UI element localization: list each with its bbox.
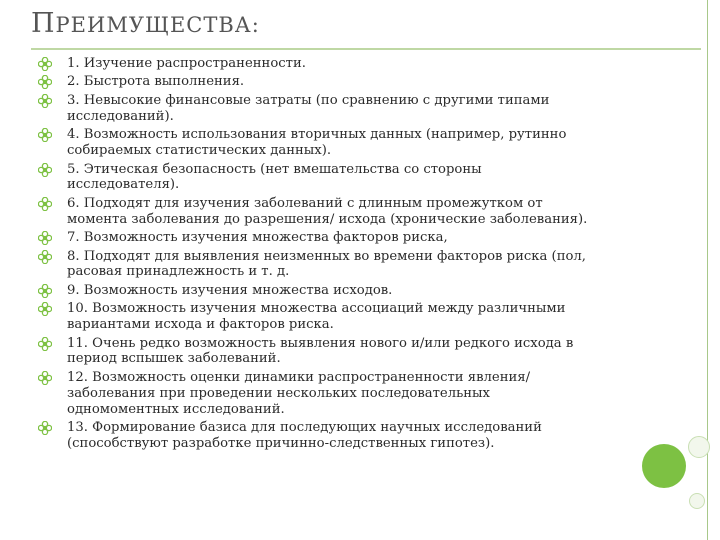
decorative-green-circle <box>642 444 686 488</box>
sun-ornament-icon <box>38 302 52 316</box>
list-item <box>38 230 598 246</box>
sun-ornament-icon <box>38 94 52 108</box>
decorative-small-circle <box>689 493 705 509</box>
title-rest: РЕИМУЩЕСТВА: <box>55 13 260 37</box>
list-item <box>38 196 598 228</box>
list-item-text: 12. Возможность оценки динамики распространенности явления/заболевания при проведении нескольких последовательных одномоментных исследований. <box>67 369 531 417</box>
sun-ornament-icon <box>38 197 52 211</box>
list-item <box>38 420 598 452</box>
sun-ornament-icon <box>38 371 52 385</box>
list-item-text: 7. Возможность изучения множества факторов риска, <box>67 230 448 246</box>
list-item-text: 4. Возможность использования вторичных данных (например, рутинно собираемых статистических данных). <box>67 127 567 159</box>
slide-border-line <box>707 0 708 540</box>
list-item <box>38 249 598 281</box>
sun-ornament-icon <box>38 75 52 89</box>
list-item-text: 5. Этическая безопасность (нет вмешательства со стороны исследователя). <box>67 161 482 193</box>
list-item-text: 6. Подходят для изучения заболеваний с длинным промежутком от момента заболевания до разрешения/ исхода (хронические заболевания). <box>67 195 588 227</box>
list-item-text: 11. Очень редко возможность выявления нового и/или редкого исхода в период вспышек заболеваний. <box>67 335 574 367</box>
list-item <box>38 336 598 368</box>
title-initial: П <box>31 8 56 39</box>
sun-ornament-icon <box>38 337 52 351</box>
list-item <box>38 93 598 125</box>
list-item <box>38 56 598 72</box>
sun-ornament-icon <box>38 57 52 71</box>
list-item-text: 2. Быстрота выполнения. <box>67 74 245 90</box>
list-item <box>38 162 598 194</box>
sun-ornament-icon <box>38 250 52 264</box>
sun-ornament-icon <box>38 231 52 245</box>
list-item <box>38 370 598 417</box>
list-item-text: 1. Изучение распространенности. <box>67 56 306 71</box>
sun-ornament-icon <box>38 284 52 298</box>
list-item-text: 10. Возможность изучения множества ассоциаций между различными вариантами исхода и факторов риска. <box>67 301 566 333</box>
title-underline <box>31 48 701 50</box>
slide-title <box>31 8 260 39</box>
list-item-text: 3. Невысокие финансовые затраты (по сравнению с другими типами исследований). <box>67 92 550 124</box>
list-item-text: 13. Формирование базиса для последующих научных исследований (способствуют разработке причинно-следственных гипотез). <box>67 419 542 451</box>
list-item <box>38 74 598 90</box>
decorative-light-circle <box>688 436 710 458</box>
list-item-text: 8. Подходят для выявления неизменных во времени факторов риска (пол, расовая принадлежность и т. д. <box>67 248 587 280</box>
bullet-list <box>38 56 598 454</box>
sun-ornament-icon <box>38 421 52 435</box>
sun-ornament-icon <box>38 163 52 177</box>
list-item <box>38 283 598 299</box>
sun-ornament-icon <box>38 128 52 142</box>
list-item-text: 9. Возможность изучения множества исходов. <box>67 282 393 298</box>
list-item <box>38 301 598 333</box>
list-item <box>38 127 598 159</box>
